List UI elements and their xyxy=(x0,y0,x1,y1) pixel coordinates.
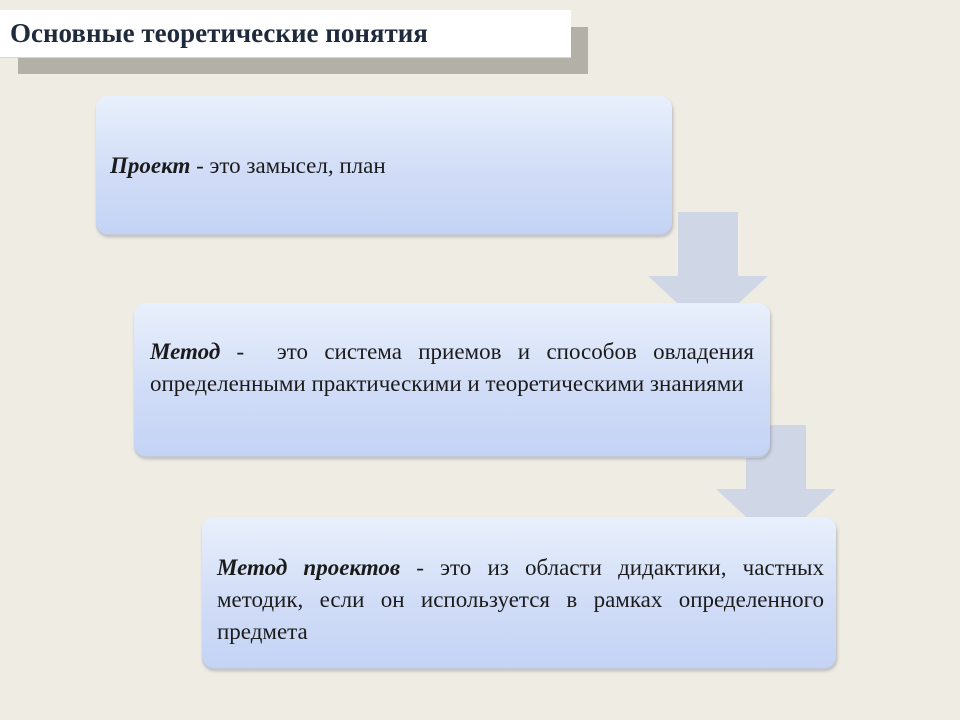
concept-separator: - xyxy=(190,153,210,178)
concept-separator: - xyxy=(400,555,441,580)
concept-term: Проект xyxy=(110,153,191,178)
concept-box-project-method xyxy=(202,517,836,668)
concept-box-project xyxy=(96,96,672,234)
concept-term: Метод проектов xyxy=(217,555,401,580)
concept-definition: это замысел, план xyxy=(209,153,386,178)
concept-text xyxy=(110,150,658,182)
concept-text xyxy=(217,552,824,648)
concept-definition: это из области дидактики, частных методик, если он используется в рамках определенного предмета xyxy=(217,555,824,644)
concept-separator: - xyxy=(220,339,261,364)
concept-term: Метод xyxy=(150,339,221,364)
page-title: Основные теоретические понятия xyxy=(10,18,428,48)
concept-text xyxy=(150,336,754,400)
concept-definition: это система приемов и способов овладения определенными практическими и теоретическими знаниями xyxy=(150,339,754,396)
concept-box-method xyxy=(134,303,770,456)
